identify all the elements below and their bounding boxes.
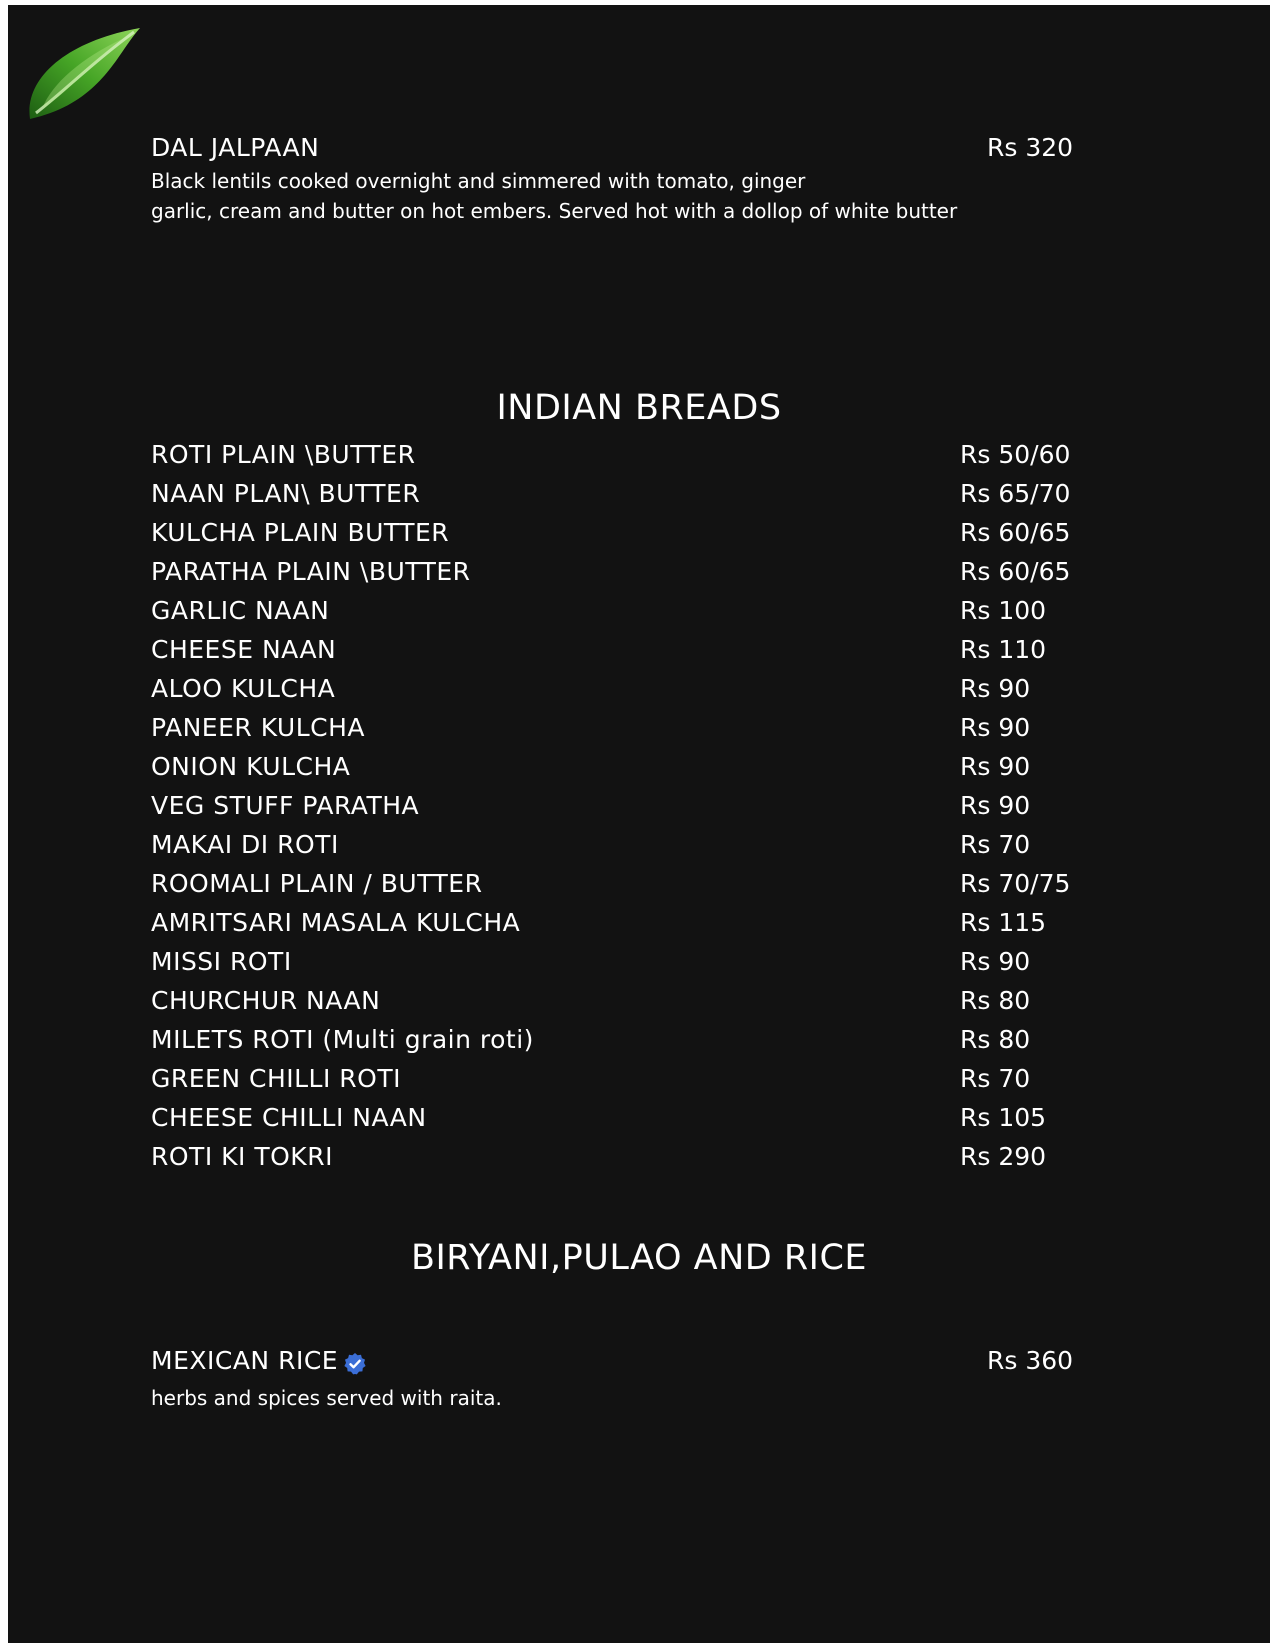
dal-price: Rs 320 — [987, 133, 1074, 162]
bread-item-price: Rs 115 — [960, 908, 1047, 937]
bread-item-price: Rs 50/60 — [960, 440, 1071, 469]
bread-item-price: Rs 90 — [960, 713, 1031, 742]
bread-item-price: Rs 60/65 — [960, 518, 1071, 547]
bread-item-name: ONION KULCHA — [151, 752, 351, 781]
bread-item-price: Rs 90 — [960, 752, 1031, 781]
bread-item-name: ROTI PLAIN \BUTTER — [151, 440, 416, 469]
bread-item-price: Rs 105 — [960, 1103, 1047, 1132]
bread-item-name: MAKAI DI ROTI — [151, 830, 339, 859]
bread-item-price: Rs 90 — [960, 674, 1031, 703]
bread-item-price: Rs 80 — [960, 986, 1031, 1015]
bread-item-price: Rs 80 — [960, 1025, 1031, 1054]
bread-item-name: ROOMALI PLAIN / BUTTER — [151, 869, 483, 898]
section-heading-breads: INDIAN BREADS — [496, 388, 782, 428]
section-heading-rice: BIRYANI,PULAO AND RICE — [410, 1238, 868, 1278]
bread-item-price: Rs 290 — [960, 1142, 1047, 1171]
bread-item-name: PANEER KULCHA — [151, 713, 365, 742]
rice-item-name: MEXICAN RICE — [151, 1346, 339, 1375]
rice-item-price: Rs 360 — [987, 1346, 1074, 1375]
bread-item-price: Rs 60/65 — [960, 557, 1071, 586]
bread-item-price: Rs 90 — [960, 791, 1031, 820]
bread-item-name: MILETS ROTI (Multi grain roti) — [151, 1025, 534, 1054]
bread-item-name: ROTI KI TOKRI — [151, 1142, 333, 1171]
bread-item-price: Rs 100 — [960, 596, 1047, 625]
bread-item-name: AMRITSARI MASALA KULCHA — [151, 908, 521, 937]
bread-item-price: Rs 70 — [960, 1064, 1031, 1093]
bread-item-price: Rs 65/70 — [960, 479, 1071, 508]
bread-item-name: GREEN CHILLI ROTI — [151, 1064, 401, 1093]
bread-item-name: ALOO KULCHA — [151, 674, 336, 703]
bread-item-name: CHURCHUR NAAN — [151, 986, 381, 1015]
menu-page — [8, 5, 1270, 1643]
verified-badge-icon — [343, 1352, 367, 1376]
bread-item-price: Rs 110 — [960, 635, 1047, 664]
bread-item-name: CHEESE CHILLI NAAN — [151, 1103, 427, 1132]
bread-item-name: NAAN PLAN\ BUTTER — [151, 479, 421, 508]
bread-item-price: Rs 70 — [960, 830, 1031, 859]
leaf-icon — [22, 23, 142, 127]
bread-item-name: MISSI ROTI — [151, 947, 292, 976]
bread-item-price: Rs 70/75 — [960, 869, 1071, 898]
dal-description-line2: garlic, cream and butter on hot embers. Served hot with a dollop of white butter — [151, 199, 958, 223]
dal-name: DAL JALPAAN — [151, 133, 320, 162]
bread-item-name: PARATHA PLAIN \BUTTER — [151, 557, 471, 586]
bread-item-name: GARLIC NAAN — [151, 596, 330, 625]
rice-item-description: herbs and spices served with raita. — [151, 1386, 502, 1410]
bread-item-name: KULCHA PLAIN BUTTER — [151, 518, 450, 547]
dal-description-line1: Black lentils cooked overnight and simmered with tomato, ginger — [151, 169, 806, 193]
bread-item-name: VEG STUFF PARATHA — [151, 791, 420, 820]
bread-item-name: CHEESE NAAN — [151, 635, 337, 664]
bread-item-price: Rs 90 — [960, 947, 1031, 976]
